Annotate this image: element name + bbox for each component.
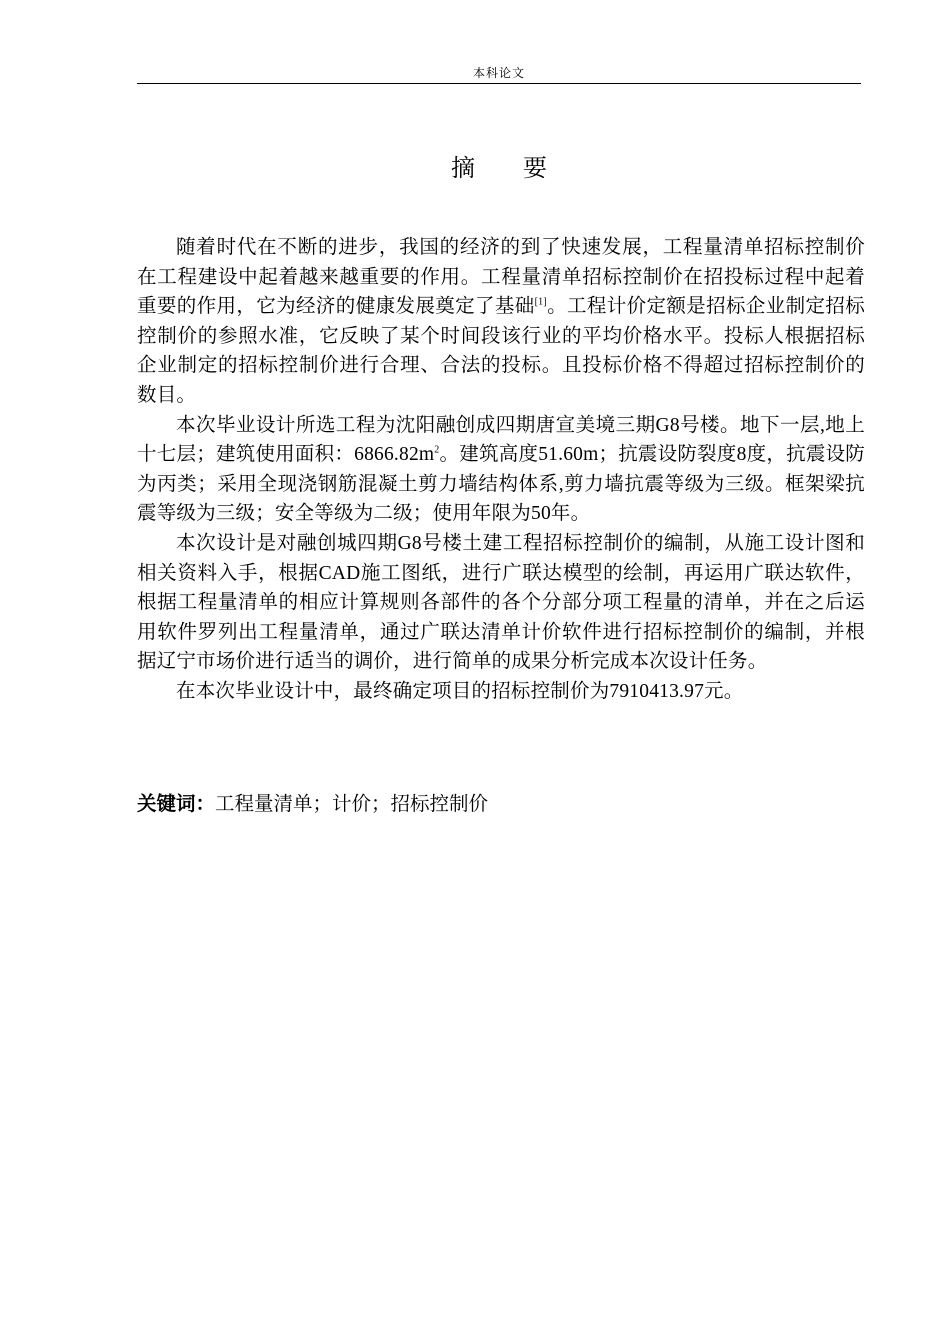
paragraph-2-text-a: 本次毕业设计所选工程为沈阳融创成四期唐宣美境三期G8号楼。地下一层,地上十七层；建筑使用面积：6866.82m (137, 414, 865, 466)
citation-marker: [1] (534, 296, 547, 308)
area-unit-superscript: 2 (434, 444, 440, 456)
header-divider (137, 83, 861, 84)
paragraph-1-text-a: 随着时代在不断的进步，我国的经济的到了快速发展，工程量清单招标控制价在工程建设中起着越来越重要的作用。工程量清单招标控制价在招投标过程中起着重要的作用，它为经济的健康发展奠定了基础 (137, 237, 865, 318)
abstract-title: 摘 要 (451, 156, 547, 182)
abstract-paragraph-4: 在本次毕业设计中，最终确定项目的招标控制价为7910413.97元。 (176, 680, 744, 702)
keywords-label: 关键词： (137, 794, 216, 815)
abstract-paragraph-3: 本次设计是对融创城四期G8号楼土建工程招标控制价的编制，从施工设计图和相关资料入手，根据CAD施工图纸，进行广联达模型的绘制，再运用广联达软件，根据工程量清单的相应计算规则各部件的各个分部分项工程量的清单，并在之后运用软件罗列出工程量清单，通过广联达清单计价软件进行招标控制价的编制，并根据辽宁市场价进行适当的调价，进行简单的成果分析完成本次设计任务。 (137, 532, 865, 673)
paragraph-2-text-b: 。建筑高度51.60m；抗震设防裂度8度，抗震设防为丙类；采用全现浇钢筋混凝土剪力墙结构体系,剪力墙抗震等级为三级。框架梁抗震等级为三级；安全等级为二级；使用年限为50年。 (137, 444, 866, 525)
abstract-body (137, 233, 865, 707)
keywords-value: 工程量清单；计价；招标控制价 (215, 794, 489, 815)
abstract-paragraph-2 (137, 411, 865, 529)
paragraph-1-text-b: 。工程计价定额是招标企业制定招标控制价的参照水准，它反映了某个时间段该行业的平均价格水平。投标人根据招标企业制定的招标控制价进行合理、合法的投标。且投标价格不得超过招标控制价的数目。 (137, 296, 865, 406)
abstract-paragraph-1 (137, 233, 865, 411)
keywords-line (137, 790, 861, 820)
running-header: 本科论文 (472, 66, 525, 80)
